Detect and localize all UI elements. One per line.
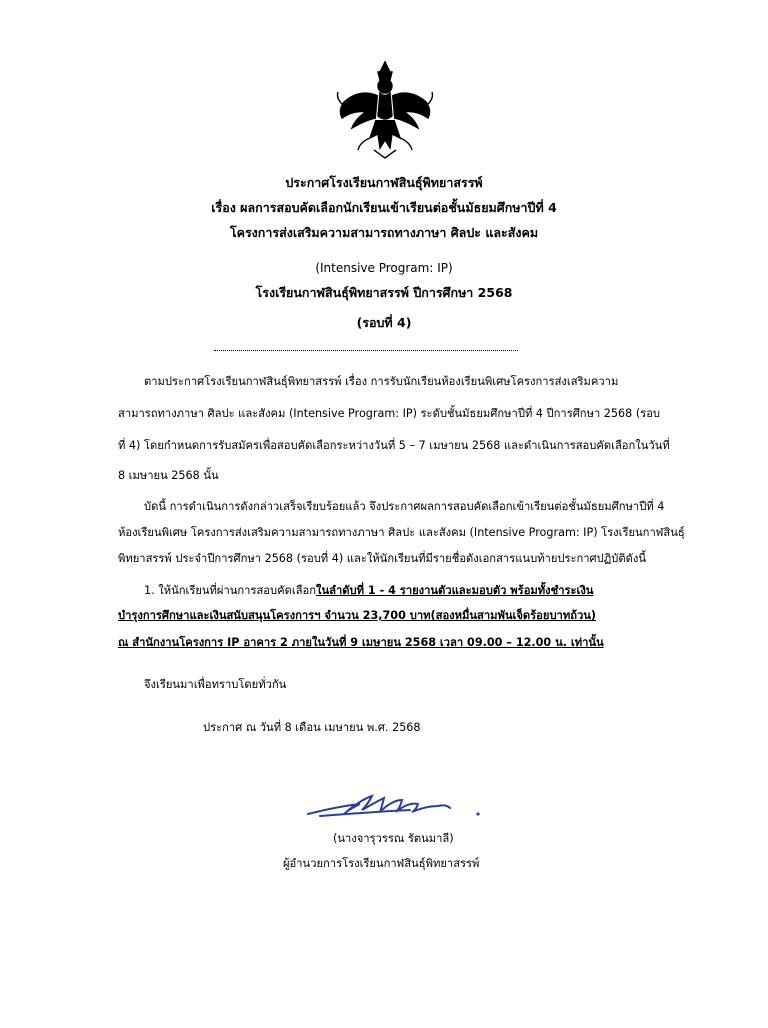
list-item-1-line-2: บำรุงการศึกษาและเงินสนับสนุนโครงการฯ จำนวน 23,700 บาท(สองหมื่นสามพันเจ็ดร้อยบาทถ้วน) [118,609,597,622]
paragraph-1-line: ที่ 4) โดยกำหนดการรับสมัครเพื่อสอบคัดเลือกระหว่างวันที่ 5 – 7 เมษายน 2568 และดำเนินการสอบคัดเลือกในวันที่ [118,439,670,452]
garuda-emblem-icon [330,58,440,160]
list-item-1-prefix: 1. ให้นักเรียนที่ผ่านการสอบคัดเลือก [144,584,317,597]
round-number: (รอบที่ 4) [356,315,412,330]
paragraph-1-line: ตามประกาศโรงเรียนกาฬสินธุ์พิทยาสรรพ์ เรื่อง การรับนักเรียนห้องเรียนพิเศษโครงการส่งเสริมความ [144,375,619,388]
list-item-1-line-3: ณ สำนักงานโครงการ IP อาคาร 2 ภายในวันที่ 9 เมษายน 2568 เวลา 09.00 – 12.00 น. เท่านั้น [118,636,604,649]
announcement-subject: เรื่อง ผลการสอบคัดเลือกนักเรียนเข้าเรียนต่อชั้นมัธยมศึกษาปีที่ 4 [211,200,557,215]
paragraph-1-line: สามารถทางภาษา ศิลปะ และสังคม (Intensive Program: IP) ระดับชั้นมัธยมศึกษาปีที่ 4 ปีการศึกษา 2568 (รอบ [118,407,661,420]
paragraph-2-line: บัดนี้ การดำเนินการดังกล่าวเสร็จเรียบร้อยแล้ว จึงประกาศผลการสอบคัดเลือกเข้าเรียนต่อชั้นมัธยมศึกษาปีที่ 4 [144,500,665,513]
closing-sentence: จึงเรียนมาเพื่อทราบโดยทั่วกัน [144,678,287,691]
list-item-1-emphasis: ในลำดับที่ 1 - 4 รายงานตัวและมอบตัว พร้อมทั้งชำระเงิน [316,584,594,597]
paragraph-2-line: ห้องเรียนพิเศษ โครงการส่งเสริมความสามารถทางภาษา ศิลปะ และสังคม (Intensive Program: IP) โรงเรียนกาฬสินธุ์ [118,526,685,539]
program-english-name: (Intensive Program: IP) [315,261,453,275]
signature-image [300,784,490,824]
signatory-name: (นางจารุวรรณ รัตนมาลี) [333,832,454,845]
dotted-separator [214,350,518,351]
announcement-date: ประกาศ ณ วันที่ 8 เดือน เมษายน พ.ศ. 2568 [203,721,421,734]
school-year: โรงเรียนกาฬสินธุ์พิทยาสรรพ์ ปีการศึกษา 2568 [255,285,513,300]
paragraph-1-line: 8 เมษายน 2568 นั้น [118,469,219,482]
announcement-title: ประกาศโรงเรียนกาฬสินธุ์พิทยาสรรพ์ [285,175,483,190]
program-name: โครงการส่งเสริมความสามารถทางภาษา ศิลปะ และสังคม [229,225,539,240]
list-item-1 [144,584,593,598]
signatory-position: ผู้อำนวยการโรงเรียนกาฬสินธุ์พิทยาสรรพ์ [283,857,480,870]
paragraph-2-line: พิทยาสรรพ์ ประจำปีการศึกษา 2568 (รอบที่ 4) และให้นักเรียนที่มีรายชื่อดังเอกสารแนบท้ายประกาศปฏิบัติดังนี้ [118,552,647,565]
